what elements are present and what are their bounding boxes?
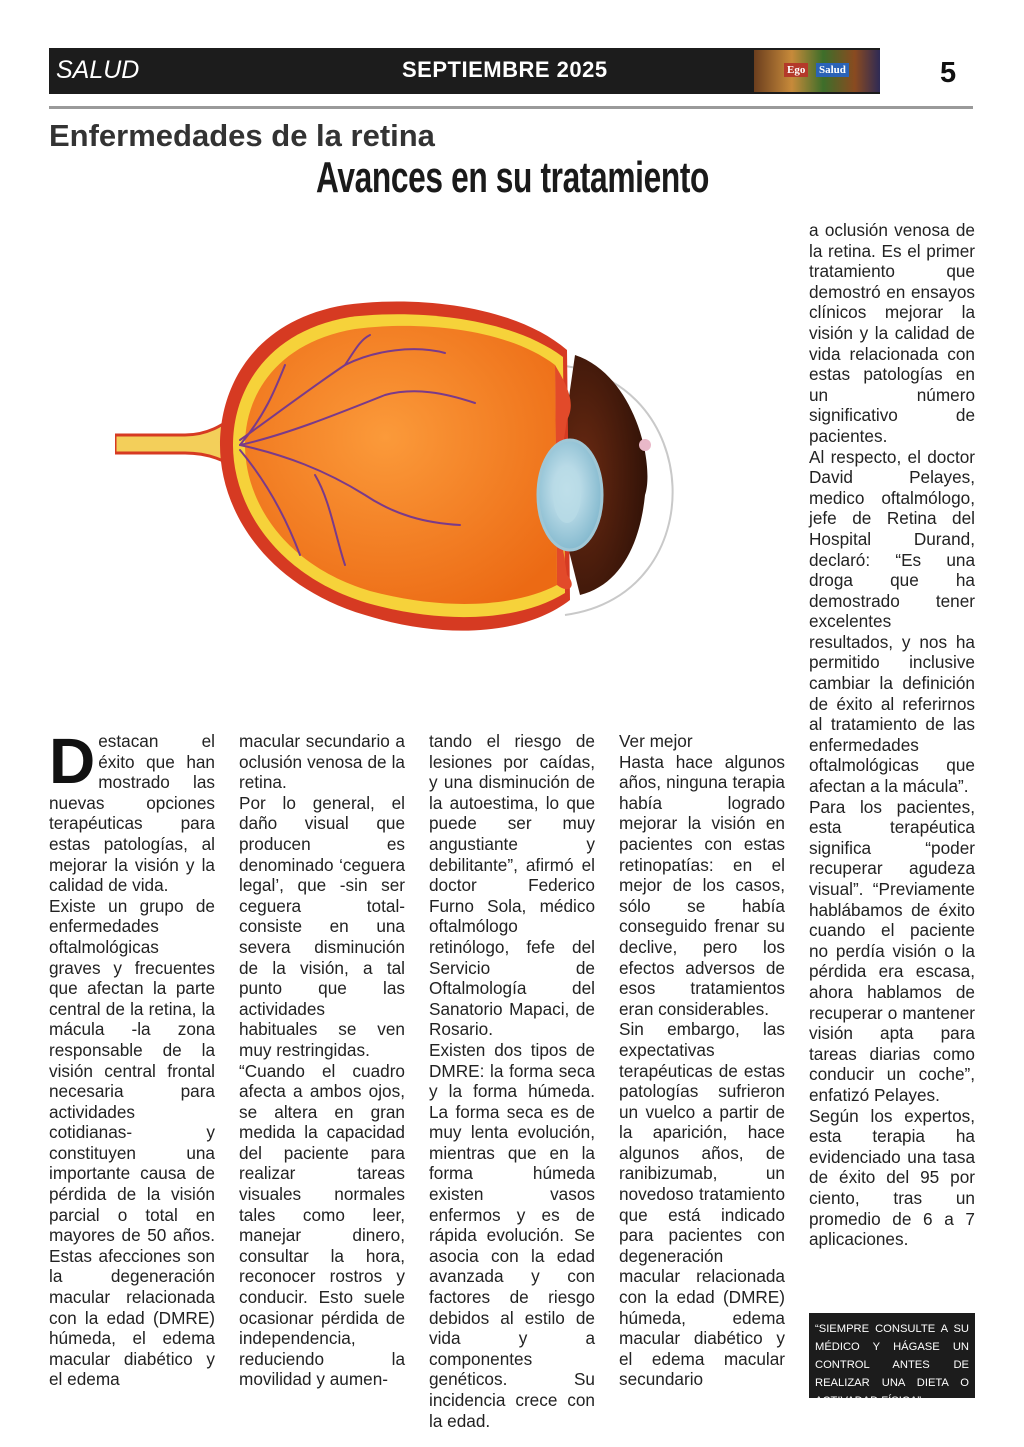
paragraph: macular secundario a oclusión venosa de la retina. <box>239 731 405 793</box>
drop-cap: D <box>49 725 96 797</box>
publication-logo <box>754 50 880 92</box>
article-headline: Avances en su tratamiento <box>316 153 710 202</box>
paragraph: estacan el éxito que han mostrado las nuevas opciones terapéuticas para estas patologías, al mejorar la visión y la calidad de vida. <box>49 731 215 896</box>
article-kicker: Enfermedades de la retina <box>49 118 435 153</box>
paragraph: Al respecto, el doctor David Pelayes, medico oftalmólogo, jefe de Retina del Hospital Durand, declaró: “Es una droga que ha demostrado tener excelentes resultados, y nos ha permitido inclusive cambiar la definición de éxito al referirnos al tratamiento de las enfermedades oftalmológicas que afectan a la mácula”. <box>809 446 975 797</box>
issue-date: SEPTIEMBRE 2025 <box>402 57 608 82</box>
paragraph: Según los expertos, esta terapia ha evidenciado una tasa de éxito del 95 por ciento, tras un promedio de 6 a 7 aplicaciones. <box>809 1105 975 1250</box>
logo-word-salud: Salud <box>816 63 849 77</box>
subheading: Ver mejor <box>619 731 693 751</box>
page-number-box <box>880 48 973 94</box>
paragraph: Para los pacientes, esta terapéutica significa “poder recuperar agudeza visual”. “Previamente hablábamos de éxito cuando el paciente no perdía visión o la pérdida era escasa, ahora hablamos de recuperar o mantener visión apta para tareas diarias como conducir un coche”, enfatizó Pelayes. <box>809 796 975 1105</box>
eye-anatomy-illustration <box>115 295 695 685</box>
paragraph: Hasta hace algunos años, ninguna terapia había logrado mejorar la visión en pacientes con estas retinopatías: en el mejor de los casos, sólo se había conseguido frenar su declive, pero los efectos adversos de esos tratamientos eran considerables. <box>619 751 785 1019</box>
article-column-1 <box>49 725 215 1390</box>
logo-word-ego: Ego <box>784 63 808 77</box>
advice-box: “SIEMPRE CONSULTE A SU MÉDICO Y HÁGASE UN CONTROL ANTES DE REALIZAR UNA DIETA O ACTIVADAD FÍSICA” <box>809 1313 975 1398</box>
lens-core <box>553 467 581 523</box>
paragraph: Por lo general, el daño visual que producen es denominado ‘ceguera legal’, que -sin ser ceguera total- consiste en una severa disminución de la visión, a tal punto que las actividades habituales se ven muy restringidas. <box>239 792 405 1060</box>
paragraph: Existe un grupo de enfermedades oftalmológicas graves y frecuentes que afectan la parte central de la retina, la mácula -la zona responsable de la visión central frontal necesaria para actividades cotidianas- y constituyen una importante causa de pérdida de la visión parcial o total en mayores de 50 años. Estas afecciones son la degeneración macular relacionada con la edad (DMRE) húmeda, el edema macular diabético y el edema <box>49 895 215 1390</box>
article-column-2 <box>239 731 405 1390</box>
article-column-5 <box>809 220 975 1250</box>
paragraph: Sin embargo, las expectativas terapéuticas de estas patologías sufrieron un vuelco a partir de la aparición, hace algunos años, de ranibizumab, un novedoso tratamiento que está indicado para pacientes con degeneración macular relacionada con la edad (DMRE) húmeda, edema macular diabético y el edema macular secundario <box>619 1019 785 1390</box>
pupil-highlight <box>639 439 651 451</box>
paragraph: “Cuando el cuadro afecta a ambos ojos, se altera en gran medida la capacidad del paciente para realizar tareas visuales normales tales como leer, manejar dinero, consultar la hora, reconocer rostros y conducir. Esto suele ocasionar pérdida de independencia, reduciendo la movilidad y aumen- <box>239 1060 405 1390</box>
article-column-3 <box>429 731 595 1431</box>
paragraph: tando el riesgo de lesiones por caídas, y una disminución de la autoestima, lo que puede ser muy angustiante y debilitante”, afirmó el doctor Federico Furno Sola, médico oftalmólogo retinólogo, fefe del Servicio de Oftalmología del Sanatorio Mapaci, de Rosario. <box>429 731 595 1040</box>
header-divider <box>49 106 973 109</box>
paragraph: Existen dos tipos de DMRE: la forma seca y la forma húmeda. La forma seca es de muy lenta evolución, mientras que en la forma húmeda existen vasos enfermos y es de rápida evolución. Se asocia con la edad avanzada y con factores de riesgo debidos al estilo de vida y a componentes genéticos. Su incidencia crece con la edad. <box>429 1039 595 1431</box>
paragraph: a oclusión venosa de la retina. Es el primer tratamiento que demostró en ensayos clínicos mejorar la visión y la calidad de vida relacionada con estas patologías en un número significativo de pacientes. <box>809 220 975 446</box>
page-number: 5 <box>940 57 957 89</box>
section-label: SALUD <box>56 56 140 84</box>
article-column-4 <box>619 731 785 1390</box>
